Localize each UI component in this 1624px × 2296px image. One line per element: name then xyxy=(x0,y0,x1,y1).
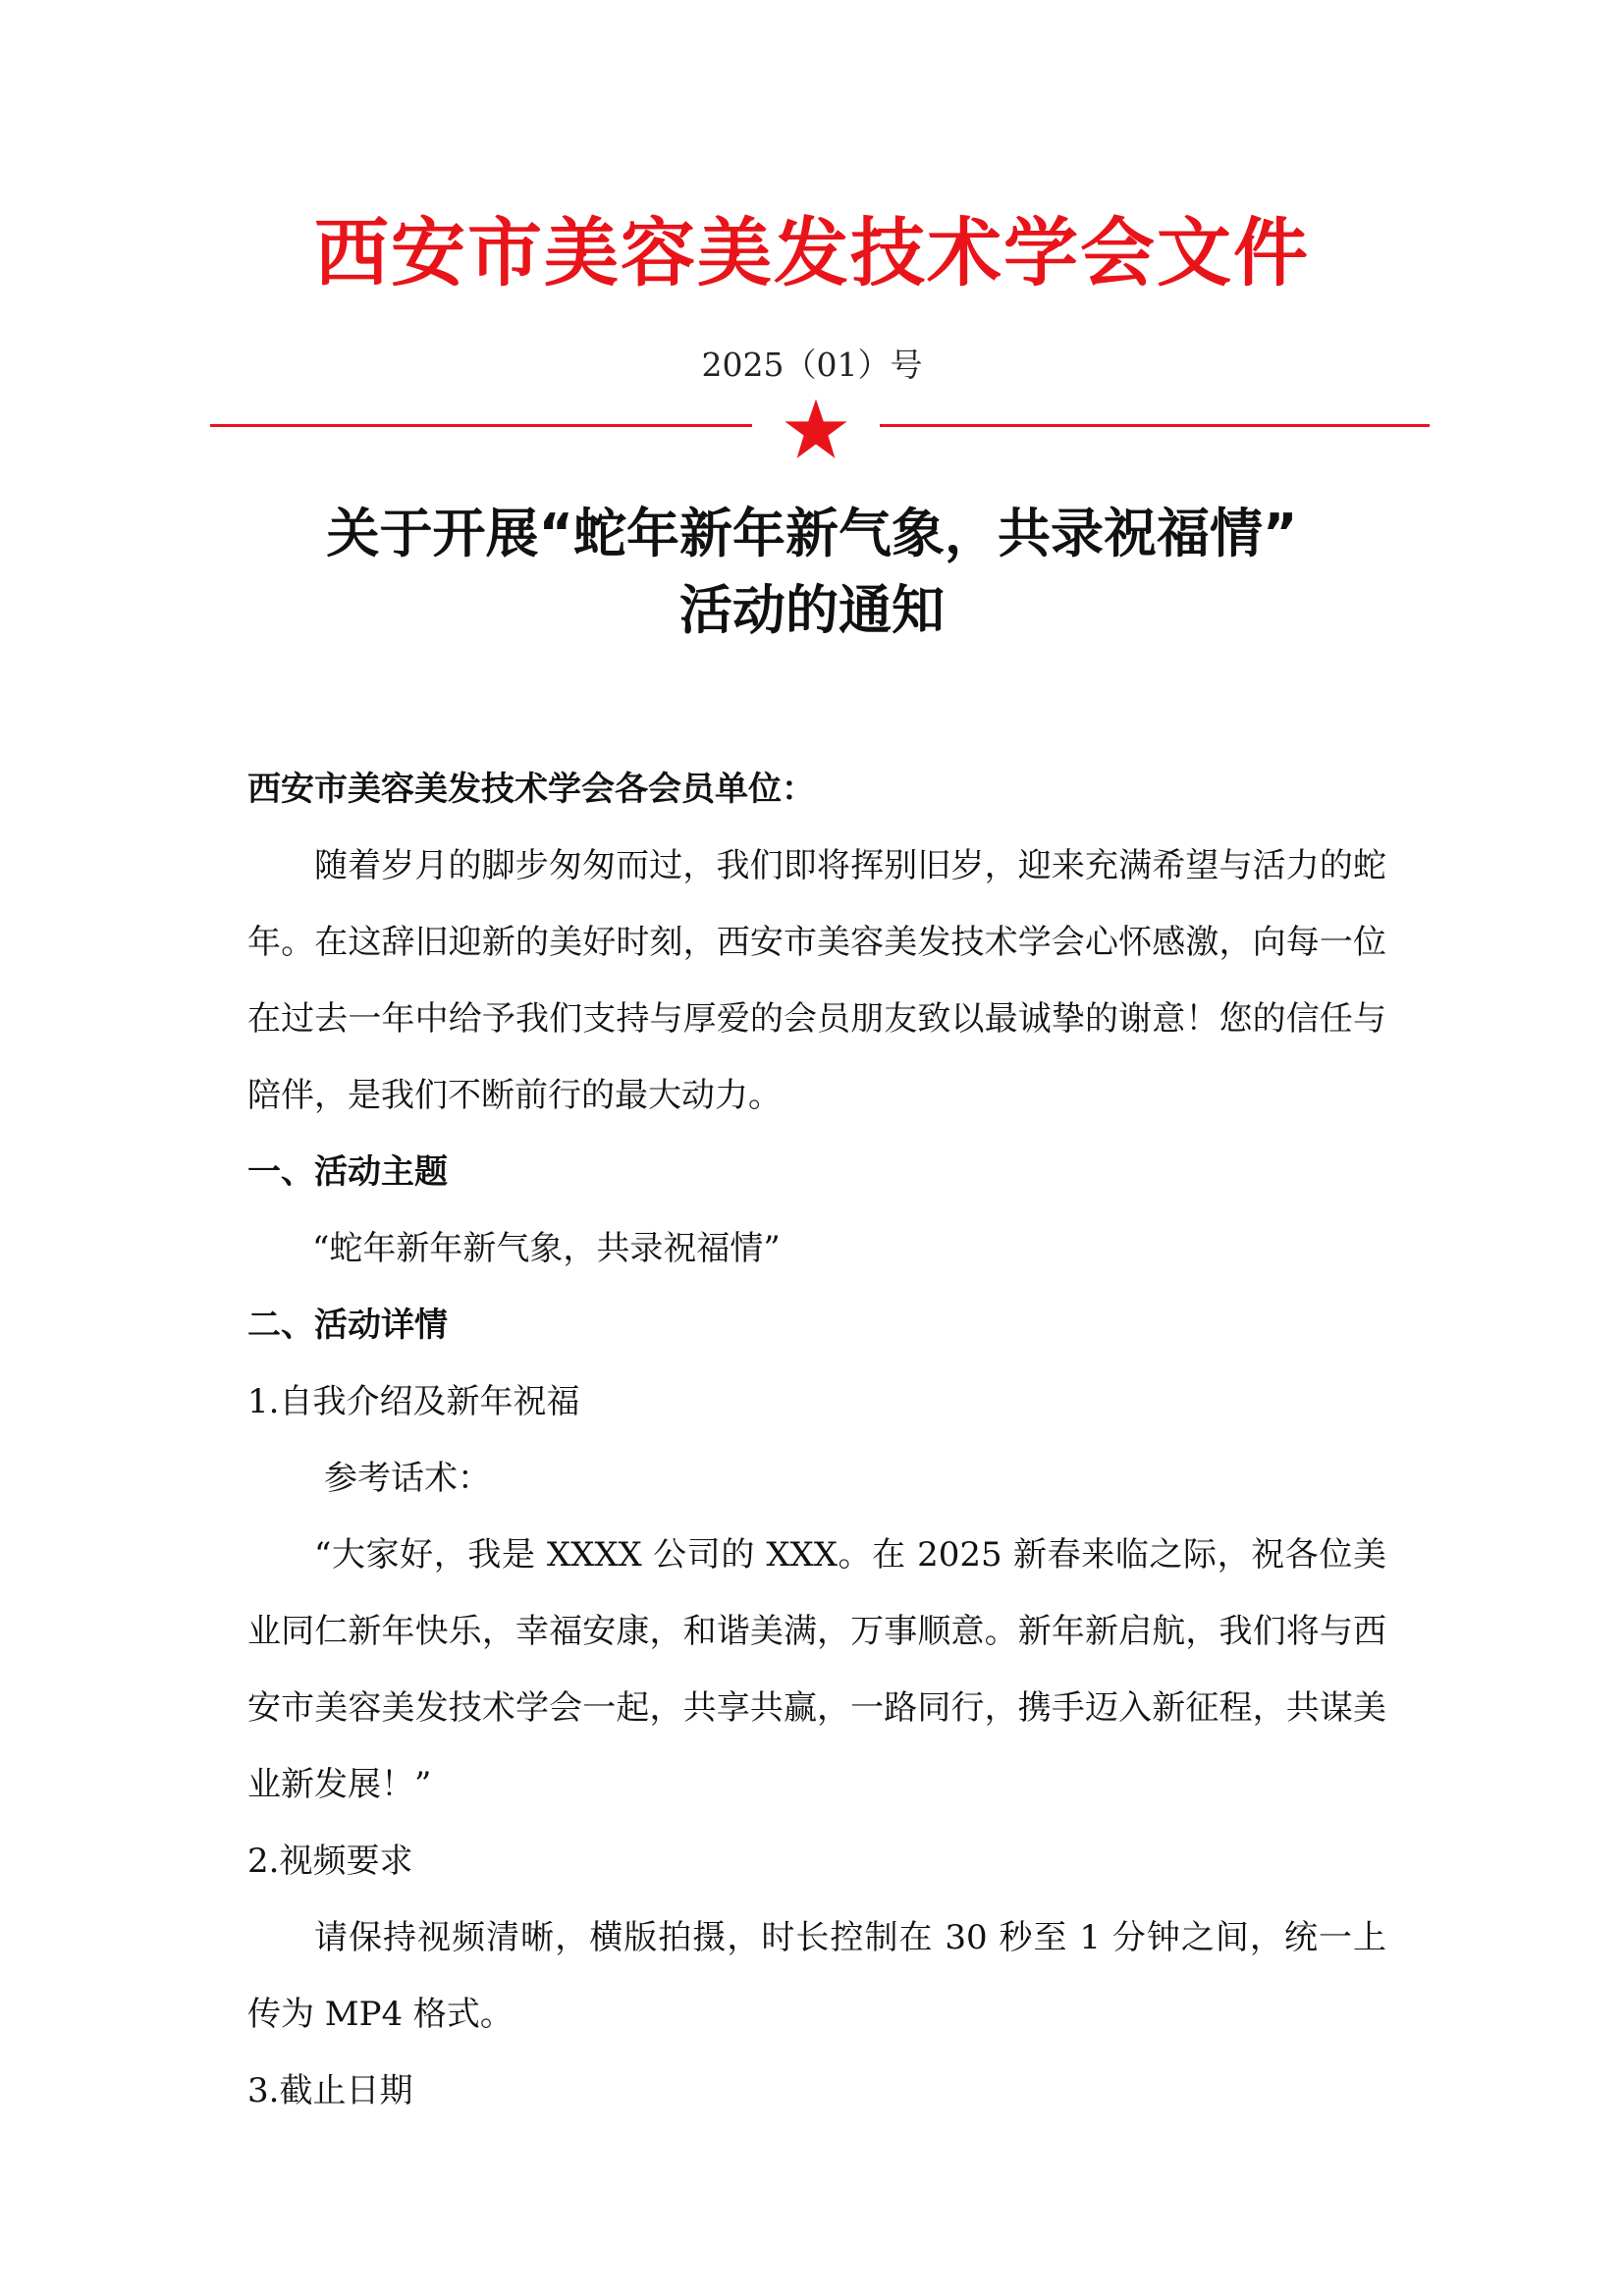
item-heading-video: 2.视频要求 xyxy=(247,1842,413,1881)
notice-title-line-1: 关于开展“蛇年新年新气象，共录祝福情” xyxy=(326,503,1298,564)
notice-title-line-2: 活动的通知 xyxy=(679,579,945,641)
notice-title xyxy=(0,496,1624,649)
reference-script-text: “大家好，我是 XXXX 公司的 XXX。在 2025 新春来临之际，祝各位美业同仁新年快乐，幸福安康，和谐美满，万事顺意。新年新启航，我们将与西安市美容美发技术学会一起，共享共赢，一路同行，携手迈入新征程，共谋美业新发展！” xyxy=(247,1535,1386,1804)
document-body xyxy=(247,751,1386,2129)
salutation: 西安市美容美发技术学会各会员单位： xyxy=(247,770,815,809)
section-heading-theme: 一、活动主题 xyxy=(247,1152,448,1192)
reference-script-label: 参考话术： xyxy=(324,1459,491,1498)
red-divider-right xyxy=(880,424,1430,427)
video-requirements-text: 请保持视频清晰，横版拍摄，时长控制在 30 秒至 1 分钟之间，统一上传为 MP4 格式。 xyxy=(247,1918,1386,2034)
section-heading-details: 二、活动详情 xyxy=(247,1306,448,1345)
red-divider-left xyxy=(210,424,752,427)
document-number: 2025（01）号 xyxy=(701,346,923,384)
intro-paragraph: 随着岁月的脚步匆匆而过，我们即将挥别旧岁，迎来充满希望与活力的蛇年。在这辞旧迎新的美好时刻，西安市美容美发技术学会心怀感激，向每一位在过去一年中给予我们支持与厚爱的会员朋友致以最诚挚的谢意！您的信任与陪伴，是我们不断前行的最大动力。 xyxy=(247,846,1386,1115)
item-heading-greeting: 1.自我介绍及新年祝福 xyxy=(247,1382,580,1421)
activity-theme-text: “蛇年新年新气象，共录祝福情” xyxy=(312,1229,781,1268)
org-title: 西安市美容美发技术学会文件 xyxy=(314,209,1310,296)
star-icon xyxy=(784,398,848,460)
item-heading-deadline: 3.截止日期 xyxy=(247,2071,413,2110)
